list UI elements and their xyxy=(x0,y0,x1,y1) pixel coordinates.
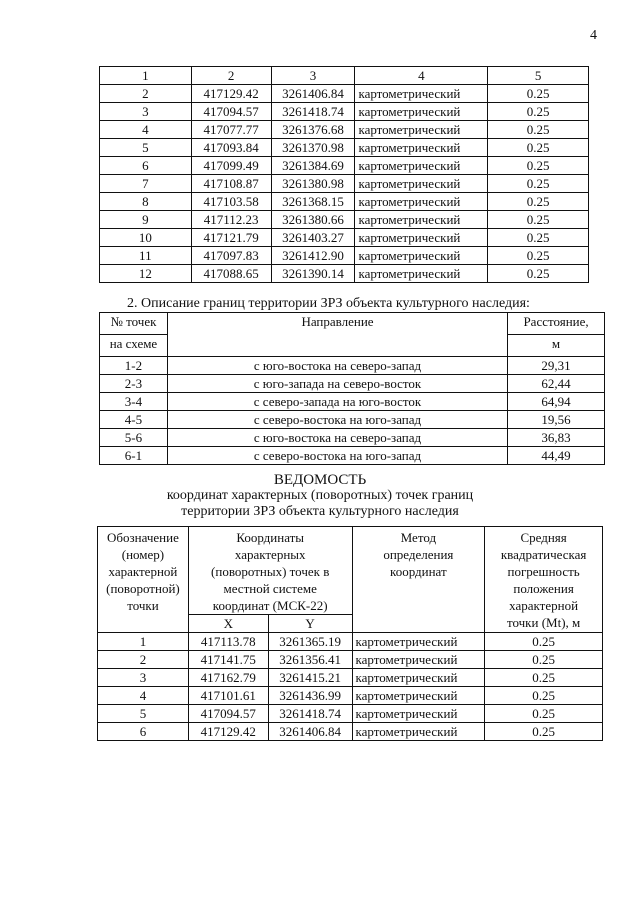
y-coordinate: 3261384.69 xyxy=(271,157,355,175)
point-number: 3 xyxy=(100,103,192,121)
distance-header: Расстояние, xyxy=(508,313,605,335)
method: картометрический xyxy=(355,211,488,229)
method: картометрический xyxy=(352,633,485,651)
points-header-line2: на схеме xyxy=(100,335,168,357)
table-row xyxy=(98,669,603,687)
distance: 62,44 xyxy=(508,375,605,393)
y-coordinate: 3261418.74 xyxy=(268,705,352,723)
designation-header-line: характерной xyxy=(108,564,178,579)
table-row xyxy=(98,633,603,651)
x-coordinate: 417129.42 xyxy=(188,723,268,741)
y-coordinate: 3261406.84 xyxy=(271,85,355,103)
segment: 6-1 xyxy=(100,447,168,465)
designation-header xyxy=(98,527,189,633)
distance: 19,56 xyxy=(508,411,605,429)
method-header-line: координат xyxy=(390,564,447,579)
distance: 44,49 xyxy=(508,447,605,465)
y-coordinate: 3261403.27 xyxy=(271,229,355,247)
error-header-line: Средняя xyxy=(520,530,567,545)
x-coordinate: 417162.79 xyxy=(188,669,268,687)
vedomost-subtitle: координат характерных (поворотных) точек границ xyxy=(166,488,474,503)
y-header: Y xyxy=(268,615,352,633)
header-cell: 4 xyxy=(355,67,488,85)
y-coordinate: 3261376.68 xyxy=(271,121,355,139)
table-header-row xyxy=(98,527,603,615)
table-row xyxy=(98,651,603,669)
direction: с северо-востока на юго-запад xyxy=(167,447,507,465)
direction: с юго-востока на северо-запад xyxy=(167,357,507,375)
x-coordinate: 417121.79 xyxy=(191,229,271,247)
coordinates-header xyxy=(188,527,352,615)
error-value: 0.25 xyxy=(488,193,589,211)
x-coordinate: 417113.78 xyxy=(188,633,268,651)
table-row xyxy=(100,375,605,393)
table-row xyxy=(100,357,605,375)
x-coordinate: 417094.57 xyxy=(191,103,271,121)
error-value: 0.25 xyxy=(488,121,589,139)
error-header xyxy=(485,527,603,633)
distance: 36,83 xyxy=(508,429,605,447)
error-header-line: квадратическая xyxy=(500,547,587,562)
point-number: 3 xyxy=(98,669,189,687)
vedomost-table xyxy=(97,526,603,741)
error-value: 0.25 xyxy=(488,103,589,121)
error-value: 0.25 xyxy=(485,669,603,687)
y-coordinate: 3261418.74 xyxy=(271,103,355,121)
table-row xyxy=(98,705,603,723)
points-header: № точек xyxy=(100,313,168,335)
x-coordinate: 417103.58 xyxy=(191,193,271,211)
y-coordinate: 3261406.84 xyxy=(268,723,352,741)
x-coordinate: 417141.75 xyxy=(188,651,268,669)
point-number: 10 xyxy=(100,229,192,247)
page-number: 4 xyxy=(590,28,597,43)
distance-unit: м xyxy=(508,335,605,357)
x-coordinate: 417093.84 xyxy=(191,139,271,157)
method: картометрический xyxy=(352,669,485,687)
y-coordinate: 3261412.90 xyxy=(271,247,355,265)
table-row xyxy=(98,723,603,741)
point-number: 8 xyxy=(100,193,192,211)
point-number: 6 xyxy=(100,157,192,175)
error-header-line: погрешность xyxy=(507,564,580,579)
method: картометрический xyxy=(355,85,488,103)
y-coordinate: 3261436.99 xyxy=(268,687,352,705)
coordinates-header-line: местной системе xyxy=(223,581,317,596)
point-number: 2 xyxy=(100,85,192,103)
error-value: 0.25 xyxy=(485,633,603,651)
table-row xyxy=(100,139,589,157)
direction: с северо-востока на юго-запад xyxy=(167,411,507,429)
method: картометрический xyxy=(352,723,485,741)
method: картометрический xyxy=(355,229,488,247)
x-coordinate: 417099.49 xyxy=(191,157,271,175)
error-value: 0.25 xyxy=(488,265,589,283)
error-value: 0.25 xyxy=(488,175,589,193)
error-value: 0.25 xyxy=(485,687,603,705)
segment: 5-6 xyxy=(100,429,168,447)
method: картометрический xyxy=(355,265,488,283)
point-number: 7 xyxy=(100,175,192,193)
table-row xyxy=(100,393,605,411)
error-value: 0.25 xyxy=(488,85,589,103)
point-number: 5 xyxy=(100,139,192,157)
header-cell: 5 xyxy=(488,67,589,85)
y-coordinate: 3261370.98 xyxy=(271,139,355,157)
x-coordinate: 417112.23 xyxy=(191,211,271,229)
x-coordinate: 417101.61 xyxy=(188,687,268,705)
distance: 64,94 xyxy=(508,393,605,411)
error-header-line: точки (Mt), м xyxy=(506,615,581,630)
x-header: X xyxy=(188,615,268,633)
method: картометрический xyxy=(352,651,485,669)
y-coordinate: 3261368.15 xyxy=(271,193,355,211)
x-coordinate: 417129.42 xyxy=(191,85,271,103)
y-coordinate: 3261390.14 xyxy=(271,265,355,283)
section2-heading: 2. Описание границ территории ЗРЗ объекта культурного наследия: xyxy=(127,296,530,311)
table-row xyxy=(100,211,589,229)
method: картометрический xyxy=(355,157,488,175)
table-row xyxy=(100,447,605,465)
error-value: 0.25 xyxy=(488,139,589,157)
designation-header-line: (номер) xyxy=(121,547,165,562)
table-row xyxy=(100,103,589,121)
vedomost-subtitle-line2: территории ЗРЗ объекта культурного наследия xyxy=(181,504,459,519)
table-row xyxy=(100,157,589,175)
designation-header-line: точки xyxy=(127,598,159,613)
segment: 2-3 xyxy=(100,375,168,393)
method: картометрический xyxy=(355,175,488,193)
point-number: 5 xyxy=(98,705,189,723)
header-cell: 3 xyxy=(271,67,355,85)
segment: 3-4 xyxy=(100,393,168,411)
point-number: 12 xyxy=(100,265,192,283)
error-value: 0.25 xyxy=(488,211,589,229)
method: картометрический xyxy=(355,103,488,121)
direction: с юго-востока на северо-запад xyxy=(167,429,507,447)
point-number: 11 xyxy=(100,247,192,265)
table-row xyxy=(100,121,589,139)
table-row xyxy=(100,85,589,103)
point-number: 4 xyxy=(100,121,192,139)
method-header xyxy=(352,527,485,633)
coordinates-header-line: Координаты xyxy=(236,530,305,545)
distance: 29,31 xyxy=(508,357,605,375)
table-row xyxy=(100,175,589,193)
x-coordinate: 417088.65 xyxy=(191,265,271,283)
coordinates-header-line: характерных xyxy=(234,547,306,562)
table-row xyxy=(100,265,589,283)
direction: с северо-запада на юго-восток xyxy=(167,393,507,411)
designation-header-line: (поворотной) xyxy=(106,581,180,596)
point-number: 6 xyxy=(98,723,189,741)
error-value: 0.25 xyxy=(488,157,589,175)
y-coordinate: 3261415.21 xyxy=(268,669,352,687)
method-header-line: определения xyxy=(383,547,454,562)
method: картометрический xyxy=(352,705,485,723)
coordinates-table-continued xyxy=(99,66,589,283)
method: картометрический xyxy=(355,193,488,211)
point-number: 2 xyxy=(98,651,189,669)
method-header-line: Метод xyxy=(400,530,437,545)
point-number: 9 xyxy=(100,211,192,229)
error-value: 0.25 xyxy=(485,705,603,723)
direction-header: Направление xyxy=(167,313,507,357)
coordinates-header-line: (поворотных) точек в xyxy=(211,564,330,579)
point-number: 1 xyxy=(98,633,189,651)
error-value: 0.25 xyxy=(488,247,589,265)
error-value: 0.25 xyxy=(485,723,603,741)
table-row xyxy=(100,247,589,265)
coordinates-header-line: координат (МСК-22) xyxy=(212,598,328,613)
header-cell: 1 xyxy=(100,67,192,85)
error-header-line: положения xyxy=(513,581,574,596)
table-row xyxy=(98,687,603,705)
boundary-description-table xyxy=(99,312,605,465)
x-coordinate: 417077.77 xyxy=(191,121,271,139)
table-row xyxy=(100,411,605,429)
method: картометрический xyxy=(355,247,488,265)
vedomost-title: ВЕДОМОСТЬ xyxy=(273,472,367,488)
table-row xyxy=(100,229,589,247)
table-header-row xyxy=(100,313,605,335)
point-number: 4 xyxy=(98,687,189,705)
x-coordinate: 417097.83 xyxy=(191,247,271,265)
method: картометрический xyxy=(355,139,488,157)
x-coordinate: 417108.87 xyxy=(191,175,271,193)
y-coordinate: 3261380.98 xyxy=(271,175,355,193)
direction: с юго-запада на северо-восток xyxy=(167,375,507,393)
segment: 4-5 xyxy=(100,411,168,429)
x-coordinate: 417094.57 xyxy=(188,705,268,723)
error-header-line: характерной xyxy=(509,598,579,613)
table-row xyxy=(100,193,589,211)
table-row xyxy=(100,429,605,447)
method: картометрический xyxy=(355,121,488,139)
error-value: 0.25 xyxy=(485,651,603,669)
y-coordinate: 3261365.19 xyxy=(268,633,352,651)
y-coordinate: 3261356.41 xyxy=(268,651,352,669)
header-cell: 2 xyxy=(191,67,271,85)
table-header-row xyxy=(100,67,589,85)
designation-header-line: Обозначение xyxy=(107,530,179,545)
segment: 1-2 xyxy=(100,357,168,375)
error-value: 0.25 xyxy=(488,229,589,247)
y-coordinate: 3261380.66 xyxy=(271,211,355,229)
method: картометрический xyxy=(352,687,485,705)
